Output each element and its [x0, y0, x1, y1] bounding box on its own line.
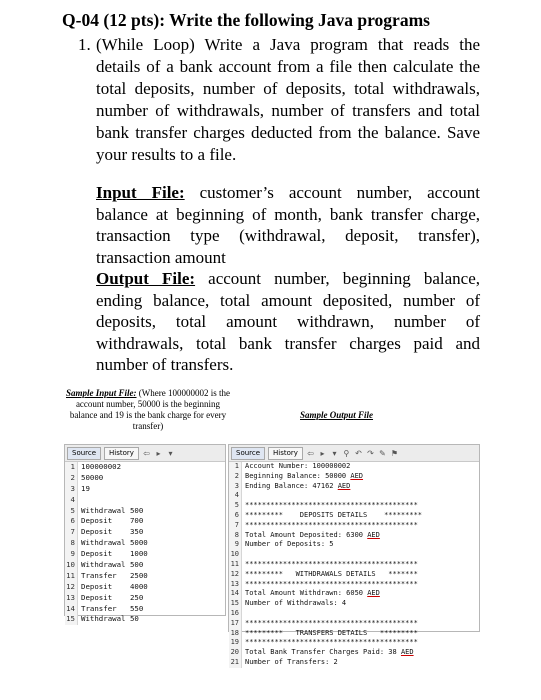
line-content: Beginning Balance: 50000 AED — [245, 471, 364, 480]
dropdown-icon[interactable]: ▾ — [332, 448, 337, 458]
output-file-description — [96, 268, 480, 376]
line-number: 8 — [234, 530, 239, 539]
find-icon[interactable]: ⚲ — [343, 448, 350, 458]
line-number: 6 — [234, 510, 239, 519]
line-number: 13 — [66, 592, 75, 602]
back-icon[interactable]: ⇦ — [307, 448, 314, 458]
sample-output-label: Sample Output File — [300, 410, 374, 420]
output-file-label: Output File: — [96, 269, 196, 288]
input-file-label: Input File: — [96, 183, 185, 202]
line-number: 5 — [234, 501, 239, 510]
bookmark-icon[interactable]: ⚑ — [390, 448, 399, 458]
code-line — [65, 473, 225, 484]
code-line — [229, 589, 479, 599]
line-number: 13 — [230, 579, 239, 588]
tab-history[interactable]: History — [268, 447, 303, 460]
code-line — [65, 527, 225, 538]
code-line — [65, 462, 225, 473]
tab-history[interactable]: History — [104, 447, 139, 460]
sample-input-note: (Where 100000002 is the account number, 50000 is the beginning balance and 19 is the bank charge for every transfer) — [69, 388, 230, 431]
line-content: Ending Balance: 47162 AED — [245, 481, 351, 490]
line-number: 7 — [234, 520, 239, 529]
line-content: 100000002 — [81, 462, 122, 471]
line-content: 19 — [81, 483, 90, 493]
forward-icon[interactable]: ▸ — [156, 448, 161, 458]
line-content: Account Number: 100000002 — [245, 462, 351, 470]
code-line — [65, 571, 225, 582]
code-line — [229, 619, 479, 629]
line-number: 16 — [230, 608, 239, 617]
code-line — [65, 614, 225, 625]
sample-input-caption — [62, 388, 234, 432]
line-content: Number of Withdrawals: 4 — [245, 599, 347, 608]
find-previous-icon[interactable]: ↶ — [355, 448, 362, 458]
line-content: ***************************************** — [245, 559, 418, 568]
line-number: 12 — [230, 569, 239, 578]
line-content: Total Bank Transfer Charges Paid: 38 AED — [245, 648, 414, 657]
item-number: 1. — [78, 35, 91, 54]
line-number: 3 — [70, 483, 75, 493]
line-number: 18 — [230, 628, 239, 637]
code-line — [229, 511, 479, 521]
line-content: Transfer 2500 — [81, 570, 148, 580]
line-content: 50000 — [81, 472, 104, 482]
code-lines — [229, 462, 479, 668]
line-number: 5 — [70, 505, 75, 515]
dropdown-icon[interactable]: ▾ — [168, 448, 173, 458]
line-number: 9 — [70, 549, 75, 559]
code-line — [229, 599, 479, 609]
code-line — [229, 580, 479, 590]
code-line — [229, 501, 479, 511]
sample-input-label: Sample Input File: — [66, 388, 137, 398]
line-content: Total Amount Deposited: 6300 AED — [245, 530, 380, 539]
line-number: 20 — [230, 648, 239, 657]
input-file-description — [96, 182, 480, 268]
line-number: 10 — [230, 550, 239, 559]
line-number: 1 — [70, 462, 75, 471]
code-line — [65, 495, 225, 506]
code-line — [229, 570, 479, 580]
code-area[interactable] — [65, 462, 225, 625]
sample-output-editor — [228, 444, 480, 666]
line-number: 14 — [66, 603, 75, 613]
output-file-text: account number, beginning balance, ending balance, total amount deposited, number of deposits, total amount withdrawn, number of withdrawals, total bank transfer charges paid and number of transfers. — [96, 269, 480, 374]
code-line — [229, 629, 479, 639]
item-text: (While Loop) Write a Java program that reads the details of a bank account from a file then calculate the total deposits, number of deposits, total withdrawals, number of withdrawals, number of transfers and total bank transfer charges deducted from the balance. Save your results to a file. — [96, 35, 480, 164]
currency-unit: AED — [337, 481, 351, 490]
line-number: 2 — [70, 472, 75, 482]
line-content: Total Amount Withdrawn: 6050 AED — [245, 589, 380, 598]
line-content: Deposit 250 — [81, 592, 144, 602]
code-line — [65, 484, 225, 495]
line-content: ***************************************** — [245, 618, 418, 627]
line-content: Number of Deposits: 5 — [245, 540, 334, 549]
code-line — [65, 516, 225, 527]
forward-icon[interactable]: ▸ — [320, 448, 325, 458]
code-line — [65, 582, 225, 593]
line-number: 9 — [234, 540, 239, 549]
editor-toolbar — [65, 445, 225, 462]
line-content: ***************************************** — [245, 520, 418, 529]
line-number: 11 — [230, 559, 239, 568]
line-content: Number of Transfers: 2 — [245, 657, 338, 666]
line-number: 15 — [230, 599, 239, 608]
line-number: 17 — [230, 618, 239, 627]
back-icon[interactable]: ⇦ — [143, 448, 150, 458]
code-lines — [65, 462, 225, 625]
code-line — [65, 538, 225, 549]
code-line — [229, 482, 479, 492]
line-number: 6 — [70, 516, 75, 526]
tab-source[interactable]: Source — [231, 447, 265, 460]
line-content: Deposit 1000 — [81, 549, 148, 559]
editor-toolbar — [229, 445, 479, 462]
line-number: 8 — [70, 538, 75, 548]
io-description — [96, 182, 480, 376]
line-content: Withdrawal 5000 — [81, 538, 148, 548]
line-number: 3 — [234, 481, 239, 490]
line-content: Transfer 550 — [81, 603, 144, 613]
currency-unit: AED — [367, 589, 380, 598]
line-number: 11 — [66, 570, 75, 580]
line-content: ***************************************** — [245, 638, 418, 647]
currency-unit: AED — [350, 471, 364, 480]
currency-unit: AED — [367, 530, 380, 539]
line-number: 21 — [230, 657, 239, 666]
line-number: 2 — [234, 471, 239, 480]
code-line — [229, 638, 479, 648]
code-area[interactable] — [229, 462, 479, 668]
toggle-highlight-icon[interactable]: ✎ — [379, 448, 386, 458]
code-line — [229, 609, 479, 619]
line-content: ***************************************** — [245, 501, 418, 510]
code-line — [229, 531, 479, 541]
line-content: Withdrawal 500 — [81, 560, 144, 570]
code-line — [229, 521, 479, 531]
tab-source[interactable]: Source — [67, 447, 101, 460]
line-number: 15 — [66, 614, 75, 624]
find-next-icon[interactable]: ↷ — [367, 448, 374, 458]
code-line — [229, 560, 479, 570]
question-title: Q-04 (12 pts): Write the following Java programs — [62, 10, 430, 30]
line-number: 7 — [70, 527, 75, 537]
code-line — [65, 506, 225, 517]
code-line — [229, 472, 479, 482]
line-content: Deposit 350 — [81, 527, 144, 537]
line-content: ***************************************** — [245, 579, 418, 588]
code-line — [229, 462, 479, 472]
line-content: Withdrawal 500 — [81, 505, 144, 515]
line-number: 4 — [234, 491, 239, 500]
sample-input-editor — [64, 444, 226, 624]
code-line — [65, 549, 225, 560]
code-line — [65, 560, 225, 571]
currency-unit: AED — [400, 648, 414, 657]
code-line — [65, 593, 225, 604]
line-number: 12 — [66, 581, 75, 591]
line-number: 14 — [230, 589, 239, 598]
input-file-text: customer’s account number, account balance at beginning of month, bank transfer charge, transaction type (withdrawal, deposit, transfer), transaction amount — [96, 183, 480, 267]
line-content: Deposit 700 — [81, 516, 144, 526]
line-number: 19 — [230, 638, 239, 647]
code-line — [65, 604, 225, 615]
code-line — [229, 540, 479, 550]
line-number: 4 — [70, 494, 75, 504]
line-content: Deposit 4000 — [81, 581, 148, 591]
code-line — [229, 550, 479, 560]
question-item-1 — [78, 34, 480, 166]
line-content: Withdrawal 50 — [81, 614, 139, 624]
line-content: ********* DEPOSITS DETAILS ********* — [245, 510, 423, 519]
line-content: ********* WITHDRAWALS DETAILS ******* — [245, 569, 418, 578]
code-line — [229, 658, 479, 668]
code-line — [229, 648, 479, 658]
code-line — [229, 491, 479, 501]
line-number: 1 — [234, 462, 239, 470]
line-content: ********* TRANSFERS DETAILS ********* — [245, 628, 418, 637]
line-number: 10 — [66, 560, 75, 570]
